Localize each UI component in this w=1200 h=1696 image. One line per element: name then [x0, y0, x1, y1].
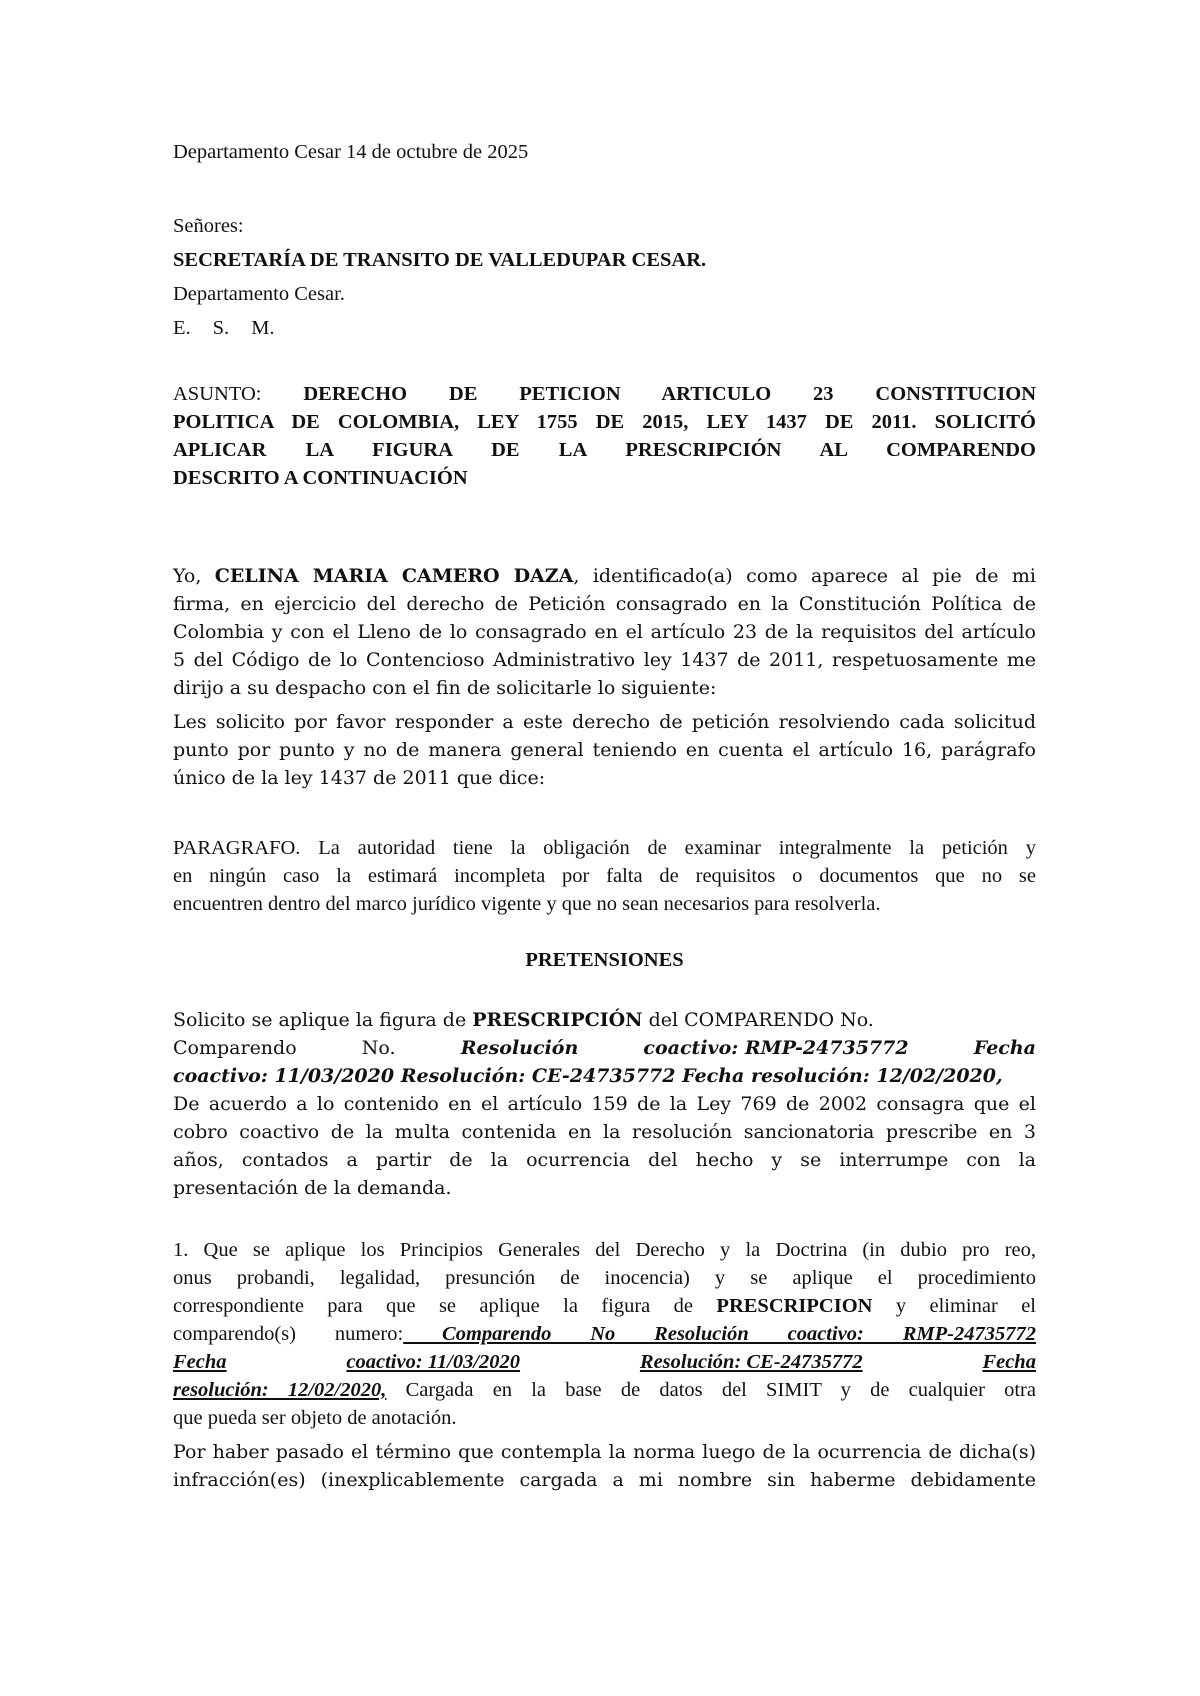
- pretensiones-paragraph: [173, 1006, 1036, 1202]
- subject-line-1: DERECHO DE PETICION ARTICULO 23 CONSTITUCION: [303, 383, 1037, 405]
- item1-coactivo-date: coactivo: 11/03/2020: [346, 1351, 521, 1373]
- request-paragraph: [173, 708, 1036, 792]
- esm-s: S.: [212, 317, 230, 339]
- item1-fecha-label-2: Fecha: [982, 1351, 1036, 1373]
- closing-line-2: infracción(es) (inexplicablemente cargada a mi nombre sin haberme debidamente: [173, 1469, 1036, 1491]
- intro-yo: Yo,: [173, 565, 215, 587]
- salutation: Señores:: [173, 215, 244, 237]
- intro-line-1: , identificado(a) como aparece al pie de mi: [573, 565, 1036, 587]
- pretensiones-heading: PRETENSIONES: [525, 949, 684, 971]
- pret-line-1-end: COMPARENDO No.: [684, 1009, 874, 1031]
- pret-line-3: coactivo: 11/03/2020 Resolución: CE-24735772 Fecha resolución: 12/02/2020,: [173, 1065, 1003, 1087]
- item1-fecha-label: Fecha: [173, 1351, 227, 1373]
- intro-line-4: 5 del Código de lo Contencioso Administrativo ley 1437 de 2011, respetuosamente me: [173, 649, 1036, 671]
- intro-line-5: dirijo a su despacho con el fin de solicitarle lo siguiente:: [173, 677, 717, 699]
- paragrafo-paragraph: [173, 834, 1036, 918]
- item1-comparendo-ref: Comparendo No Resolución coactivo: RMP-24735772: [403, 1323, 1036, 1345]
- date-line: Departamento Cesar 14 de octubre de 2025: [173, 141, 529, 163]
- pret-fecha-label: Fecha: [973, 1037, 1036, 1059]
- pret-line-7: presentación de la demanda.: [173, 1177, 452, 1199]
- closing-paragraph: [173, 1438, 1036, 1494]
- pret-no-label: No.: [361, 1037, 396, 1059]
- intro-line-2: firma, en ejercicio del derecho de Petición consagrado en la Constitución Política de: [173, 593, 1036, 615]
- item1-resolucion-date: resolución: 12/02/2020,: [173, 1379, 387, 1401]
- intro-line-3: Colombia y con el Lleno de lo consagrado en el artículo 23 de la requisitos del artículo: [173, 621, 1036, 643]
- paragrafo-line-1: PARAGRAFO. La autoridad tiene la obligación de examinar integralmente la petición y: [173, 837, 1036, 859]
- petitioner-name: CELINA MARIA CAMERO DAZA: [214, 565, 574, 587]
- esm-m: M.: [251, 317, 275, 339]
- item1-line-3-a: correspondiente para que se aplique la figura de: [173, 1295, 717, 1317]
- pret-resolucion-label: Resolución: [460, 1037, 579, 1059]
- pret-line-1-a: Solicito se aplique la figura: [173, 1009, 443, 1031]
- item1-line-7: que pueda ser objeto de anotación.: [173, 1407, 457, 1429]
- subject-line-2: POLITICA DE COLOMBIA, LEY 1755 DE 2015, LEY 1437 DE 2011. SOLICITÓ: [173, 411, 1036, 433]
- request-line-3: único de la ley 1437 de 2011 que dice:: [173, 767, 546, 789]
- item1-line-4-a: comparendo(s) numero:: [173, 1323, 404, 1345]
- subject-block: [173, 380, 1036, 492]
- recipient-location: Departamento Cesar.: [173, 283, 345, 305]
- paragrafo-line-3: encuentren dentro del marco jurídico vigente y que no sean necesarios para resolverla.: [173, 893, 881, 915]
- item1-line-3-c: y eliminar el: [872, 1295, 1036, 1317]
- recipient: SECRETARÍA DE TRANSITO DE VALLEDUPAR CESAR.: [173, 249, 707, 271]
- request-line-2: punto por punto y no de manera general teniendo en cuenta el artículo 16, parágrafo: [173, 739, 1036, 761]
- pret-line-1-de: de: [442, 1009, 473, 1031]
- request-line-1: Les solicito por favor responder a este derecho de petición resolviendo cada solicitud: [173, 711, 1036, 733]
- esm-e: E.: [173, 317, 191, 339]
- pret-coactivo-value: coactivo: RMP-24735772: [643, 1037, 909, 1059]
- item-1-paragraph: [173, 1236, 1036, 1432]
- letter-body: [173, 138, 1036, 1494]
- item1-prescripcion: PRESCRIPCION: [716, 1295, 873, 1317]
- intro-paragraph: [173, 562, 1036, 702]
- closing-line-1: Por haber pasado el término que contempla la norma luego de la ocurrencia de dicha(s): [173, 1441, 1036, 1463]
- paragrafo-line-2: en ningún caso la estimará incompleta por falta de requisitos o documentos que no se: [173, 865, 1036, 887]
- pret-prescripcion: PRESCRIPCIÓN: [472, 1009, 643, 1031]
- item1-line-6-b: Cargada en la base de datos del SIMIT y de cualquier otra: [386, 1379, 1036, 1401]
- subject-line-4: DESCRITO A CONTINUACIÓN: [173, 467, 468, 489]
- pret-line-5: cobro coactivo de la multa contenida en la resolución sancionatoria prescribe en 3: [173, 1121, 1036, 1143]
- subject-label: ASUNTO:: [173, 383, 304, 405]
- item1-line-1: 1. Que se aplique los Principios Generales del Derecho y la Doctrina (in dubio pro reo,: [173, 1239, 1036, 1261]
- pret-line-4: De acuerdo a lo contenido en el artículo 159 de la Ley 769 de 2002 consagra que el: [173, 1093, 1036, 1115]
- pret-line-6: años, contados a partir de la ocurrencia del hecho y se interrumpe con la: [173, 1149, 1036, 1171]
- item1-line-2: onus probandi, legalidad, presunción de inocencia) y se aplique el procedimiento: [173, 1267, 1036, 1289]
- pret-comparendo-label: Comparendo: [173, 1037, 297, 1059]
- esm-line: [173, 314, 1036, 342]
- pret-line-1-del: del: [642, 1009, 685, 1031]
- item1-resolucion-ref: Resolución: CE-24735772: [639, 1351, 863, 1373]
- subject-line-3: APLICAR LA FIGURA DE LA PRESCRIPCIÓN AL COMPARENDO: [173, 439, 1036, 461]
